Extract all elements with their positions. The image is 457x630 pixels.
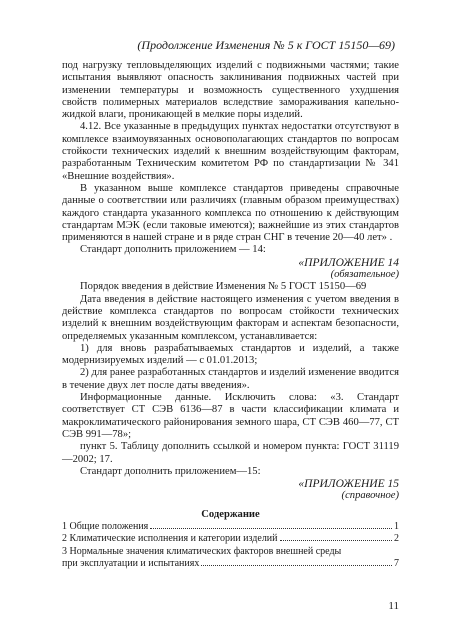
- toc-entry: [62, 521, 399, 534]
- toc-entry: [62, 533, 399, 546]
- paragraph: Дата введения в действие настоящего изменения с учетом введения в действие комплекса стандартов по вопросам стойкости технических изделий к внешним воздействующим факторам и аспектам безопасности, определяемых указанным комплексом, устанавливается:: [62, 293, 399, 342]
- toc-entry-label: 2 Климатические исполнения и категории изделий: [62, 533, 278, 545]
- page-body: [62, 60, 399, 571]
- paragraph: Порядок введения в действие Изменения № 5 ГОСТ 15150—69: [80, 281, 367, 293]
- appendix-15-title: «ПРИЛОЖЕНИЕ 15: [298, 478, 399, 491]
- appendix-15-subtitle: (справочное): [341, 490, 399, 502]
- running-header: (Продолжение Изменения № 5 к ГОСТ 15150—69): [137, 38, 395, 52]
- paragraph: Стандарт дополнить приложением—15:: [80, 465, 261, 477]
- toc-entry-page: 1: [394, 520, 399, 532]
- toc-title: Содержание: [201, 508, 260, 520]
- paragraph: 2) для ранее разработанных стандартов и изделий изменение вводится в течение двух лет после даты введения».: [62, 367, 399, 391]
- paragraph: В указанном выше комплексе стандартов приведены справочные данные о соответствии или различиях (главным образом преимуществах) каждого стандарта указанного комплекса по отношению к действующим стандартам МЭК (если таковые имеются); важнейшие из этих стандартов применяются в нашей стране и в ряде стран СНГ в течение 20—40 лет» .: [62, 182, 399, 244]
- paragraph: Информационные данные. Исключить слова: «3. Стандарт соответствует СТ СЭВ 6136—87 в части классификации климата и макроклиматического районирования земного шара, СТ СЭВ 460—77, СТ СЭВ 991—78»;: [62, 392, 399, 440]
- toc-entry-label: 1 Общие положения: [62, 520, 149, 532]
- toc-entry-page: 2: [394, 533, 399, 545]
- toc-entry-page: 7: [394, 558, 399, 570]
- paragraph: 1) для вновь разрабатываемых стандартов и изделий, а также модернизируемых изделий — с 01.01.2013;: [62, 342, 399, 367]
- paragraph: 4.12. Все указанные в предыдущих пунктах недостатки отсутствуют в комплексе взаимоувязанных основополагающих стандартов по вопросам стойкости технических изделий к внешним воздействующим факторам, разработанным Техническим комитетом РФ по стандартизации № 341 «Внешние воздействия».: [62, 121, 399, 182]
- toc-leader-dots: [201, 565, 392, 566]
- appendix-14-title: «ПРИЛОЖЕНИЕ 14: [298, 256, 399, 269]
- paragraph: под нагрузку тепловыделяющих изделий с подвижными частями; такие испытания выявляют опасность заклинивания подвижных частей при изменении температуры и возможность существенного ухудшения свойств полимерных материалов вследствие замораживания капельно-жидкой влаги, проникающей в мелкие поры изделий.: [62, 60, 399, 121]
- toc-entry-line: 3 Нормальные значения климатических факторов внешней среды: [62, 545, 342, 557]
- table-of-contents: [62, 521, 399, 571]
- paragraph: Стандарт дополнить приложением — 14:: [80, 244, 266, 256]
- appendix-14-subtitle: (обязательное): [330, 269, 399, 281]
- paragraph: пункт 5. Таблицу дополнить ссылкой и номером пункта: ГОСТ 31119—2002; 17.: [62, 441, 399, 465]
- toc-entry: [62, 558, 399, 571]
- toc-leader-dots: [280, 540, 392, 541]
- toc-entry-label: при эксплуатации и испытаниях: [62, 558, 200, 570]
- page-number: 11: [388, 600, 399, 612]
- toc-leader-dots: [150, 528, 392, 529]
